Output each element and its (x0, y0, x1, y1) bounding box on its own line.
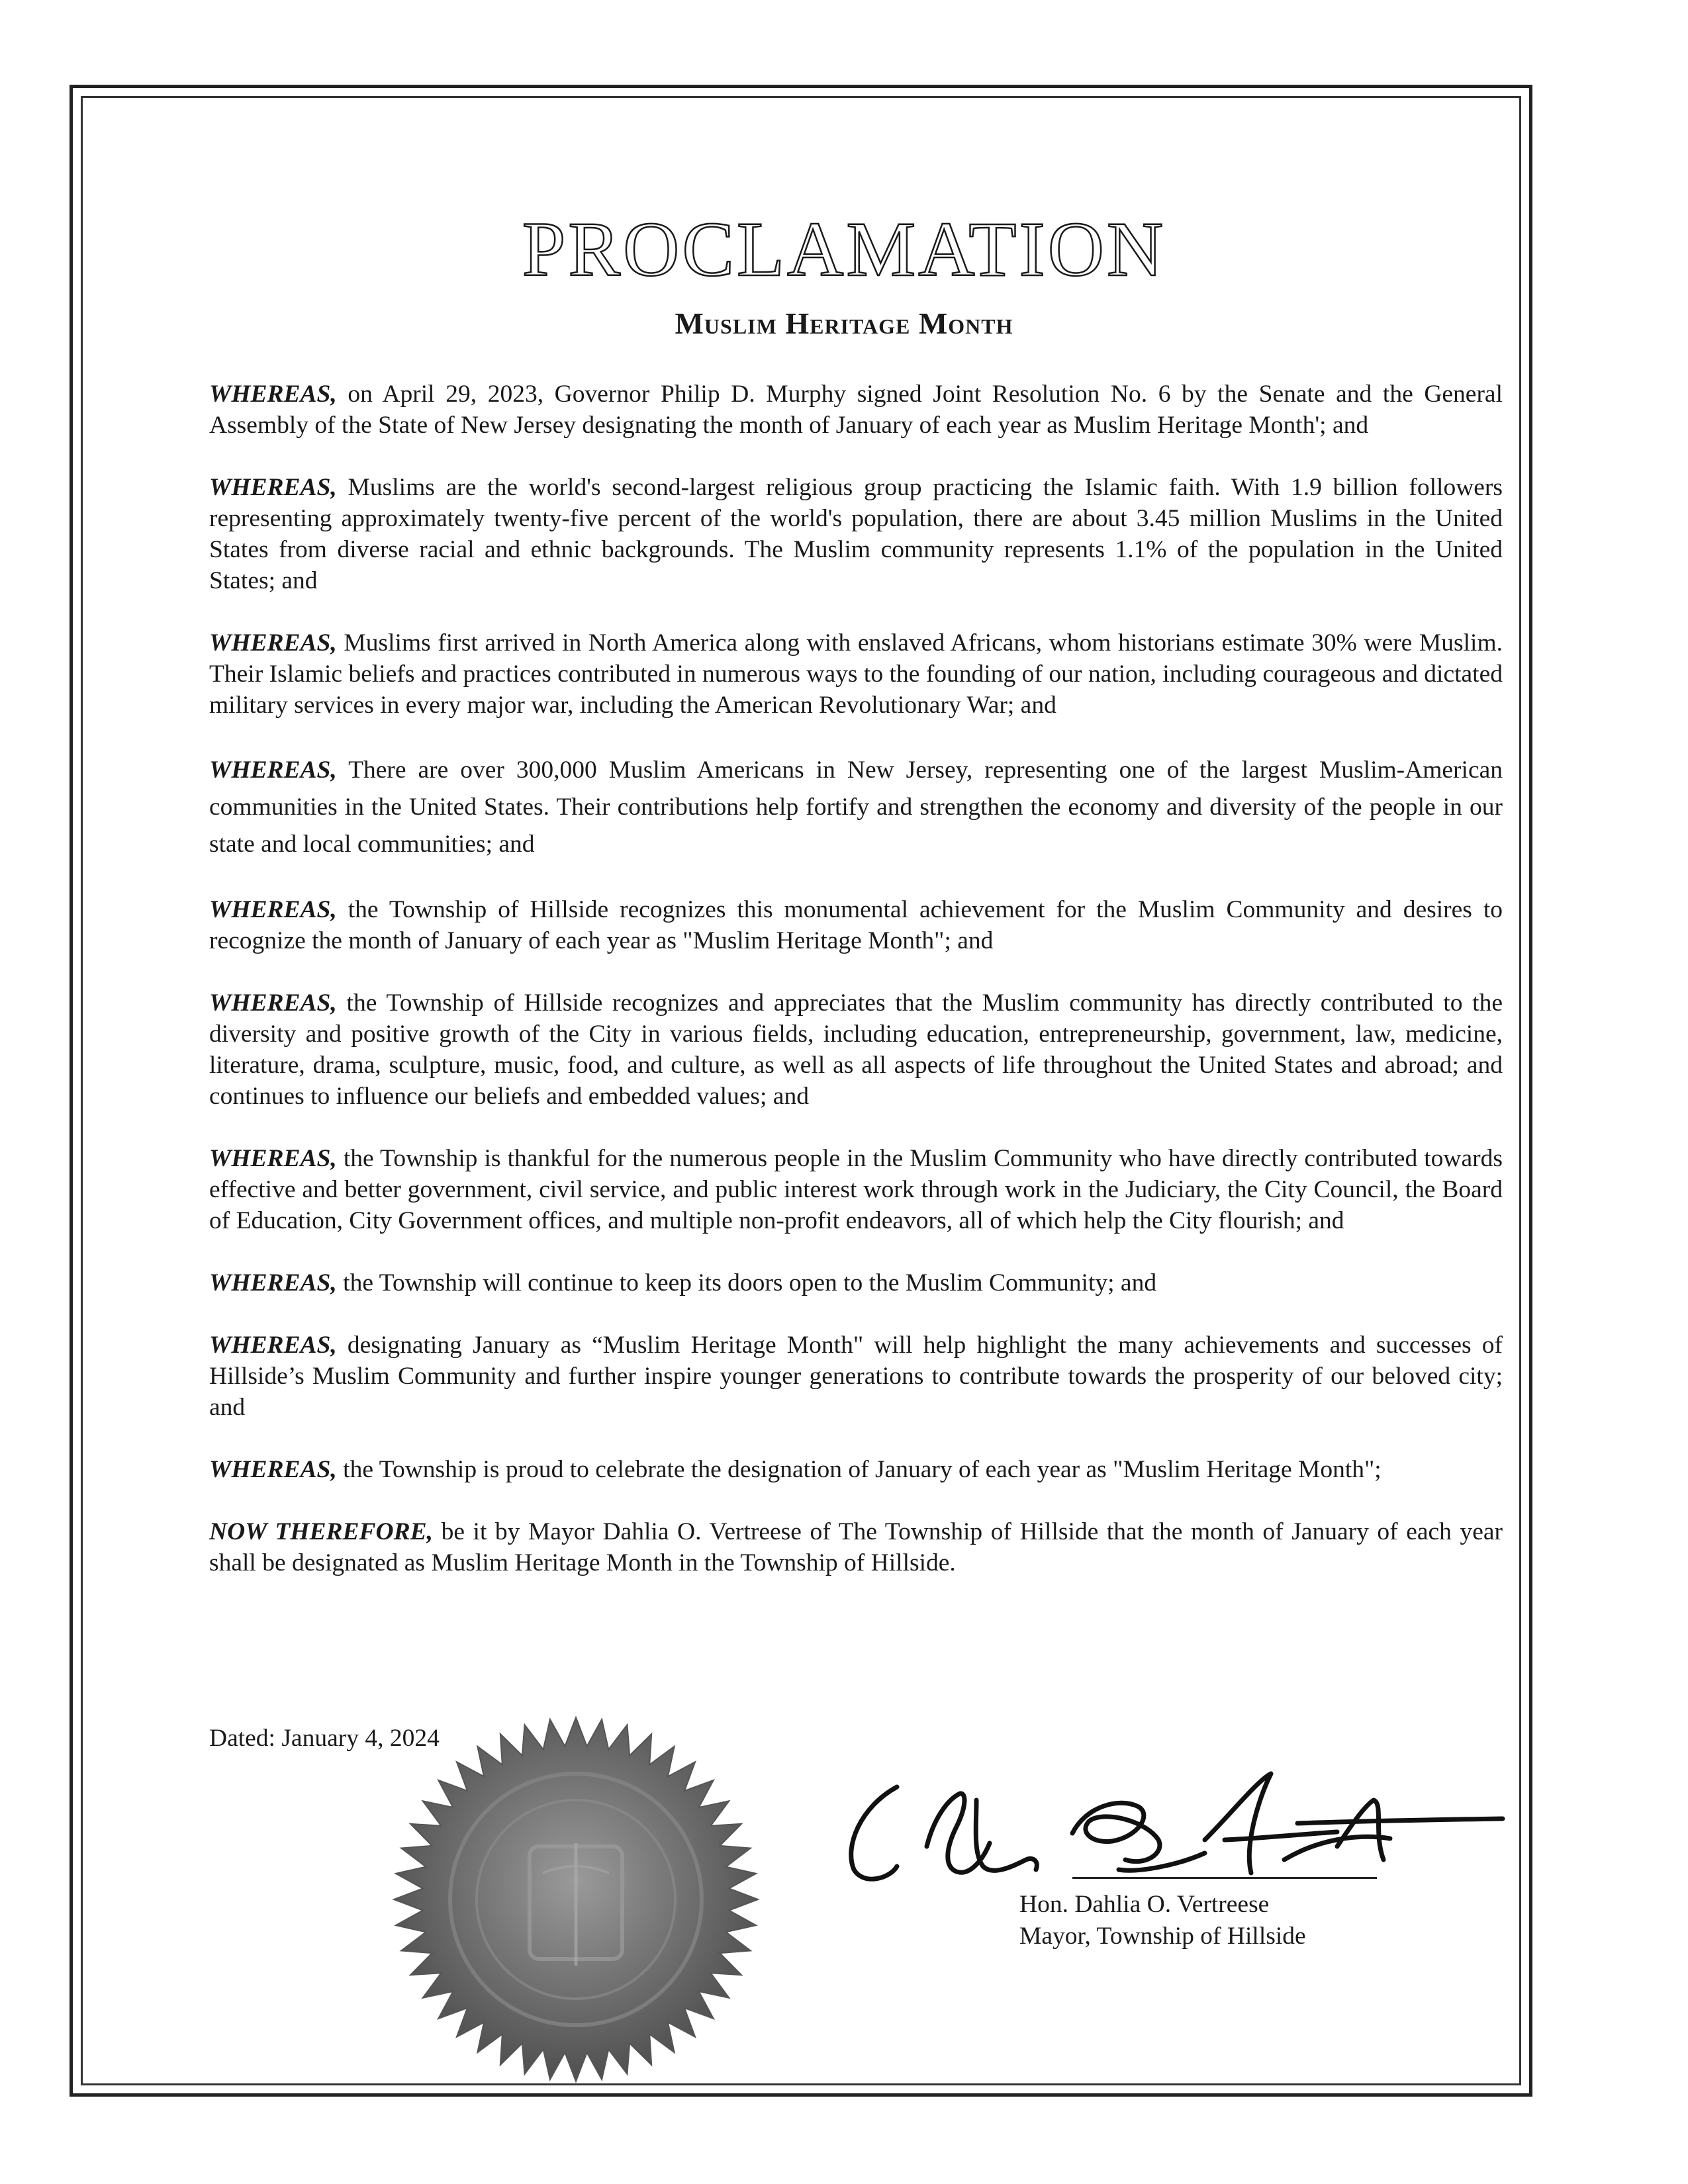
paragraph-lead: WHEREAS, (209, 474, 337, 501)
paragraph-text: on April 29, 2023, Governor Philip D. Murphy signed Joint Resolution No. 6 by the Senate and the General Assembly of the State of New Jersey designating the month of January of each year as Muslim Heritage Month'; and (209, 381, 1503, 439)
whereas-paragraph-8 (209, 1267, 1503, 1298)
now-therefore-paragraph (209, 1516, 1503, 1578)
paragraph-text: Muslims first arrived in North America along with enslaved Africans, whom historians estimate 30% were Muslim. Their Islamic beliefs and practices contributed in numerous ways to the founding of our nation, including courageous and dictated military services in every major war, including the American Revolutionary War; and (209, 629, 1503, 719)
whereas-paragraph-2 (209, 472, 1503, 596)
paragraph-lead: WHEREAS, (209, 756, 337, 784)
signature-line (1072, 1877, 1377, 1879)
paragraph-lead: WHEREAS, (209, 1456, 337, 1483)
paragraph-lead: WHEREAS, (209, 896, 337, 923)
signer-title: Mayor, Township of Hillside (1019, 1923, 1306, 1950)
paragraph-text: be it by Mayor Dahlia O. Vertreese of The Township of Hillside that the month of January of each year shall be designated as Muslim Heritage Month in the Township of Hillside. (209, 1518, 1503, 1576)
paragraph-lead: WHEREAS, (209, 381, 337, 408)
whereas-paragraph-3 (209, 627, 1503, 721)
whereas-paragraph-10 (209, 1454, 1503, 1485)
whereas-paragraph-4 (209, 752, 1503, 863)
paragraph-lead: WHEREAS, (209, 1269, 337, 1297)
whereas-paragraph-1 (209, 379, 1503, 441)
paragraph-text: the Township of Hillside recognizes and appreciates that the Muslim community has directly contributed to the diversity and positive growth of the City in various fields, including education, entrepreneurship, government, law, medicine, literature, drama, sculpture, music, food, and culture, as well as all aspects of life throughout the United States and abroad; and continues to influence our beliefs and embedded values; and (209, 989, 1503, 1110)
whereas-paragraph-6 (209, 987, 1503, 1112)
paragraph-text: the Township will continue to keep its doors open to the Muslim Community; and (336, 1269, 1157, 1297)
paragraph-text: There are over 300,000 Muslim Americans in New Jersey, representing one of the largest Muslim-American communities in the United States. Their contributions help fortify and strengthen the economy and diversity of the people in our state and local communities; and (209, 756, 1503, 858)
paragraph-text: Muslims are the world's second-largest religious group practicing the Islamic faith. With 1.9 billion followers representing approximately twenty-five percent of the world's population, there are about 3.45 million Muslims in the United States from diverse racial and ethnic backgrounds. The Muslim community represents 1.1% of the population in the United States; and (209, 474, 1503, 594)
dated-line: Dated: January 4, 2024 (209, 1725, 440, 1752)
document-subtitle: Muslim Heritage Month (675, 306, 1013, 340)
paragraph-text: designating January as “Muslim Heritage Month" will help highlight the many achievements and successes of Hillside’s Muslim Community and further inspire younger generations to contribute towards the prosperity of our beloved city; and (209, 1332, 1503, 1421)
handwritten-signature-icon (834, 1760, 1509, 1893)
embossed-seal-icon (391, 1714, 761, 2085)
paragraph-lead: WHEREAS, (209, 1145, 337, 1172)
paragraph-lead: NOW THEREFORE, (209, 1518, 433, 1545)
document-title: PROCLAMATION (522, 206, 1166, 293)
paragraph-lead: WHEREAS, (209, 989, 337, 1017)
whereas-paragraph-5 (209, 894, 1503, 956)
paragraph-lead: WHEREAS, (209, 1332, 337, 1359)
proclamation-body (209, 379, 1503, 1610)
paragraph-text: the Township is thankful for the numerous people in the Muslim Community who have directly contributed towards effective and better government, civil service, and public interest work through work in the Judiciary, the City Council, the Board of Education, City Government offices, and multiple non-profit endeavors, all of which help the City flourish; and (209, 1145, 1503, 1234)
signer-block (1019, 1889, 1306, 1952)
paragraph-text: the Township of Hillside recognizes this monumental achievement for the Muslim Community and desires to recognize the month of January of each year as "Muslim Heritage Month"; and (209, 896, 1503, 954)
paragraph-lead: WHEREAS, (209, 629, 337, 657)
signer-name: Hon. Dahlia O. Vertreese (1019, 1891, 1270, 1918)
whereas-paragraph-7 (209, 1143, 1503, 1236)
paragraph-text: the Township is proud to celebrate the designation of January of each year as "Muslim Heritage Month"; (336, 1456, 1382, 1483)
whereas-paragraph-9 (209, 1330, 1503, 1423)
